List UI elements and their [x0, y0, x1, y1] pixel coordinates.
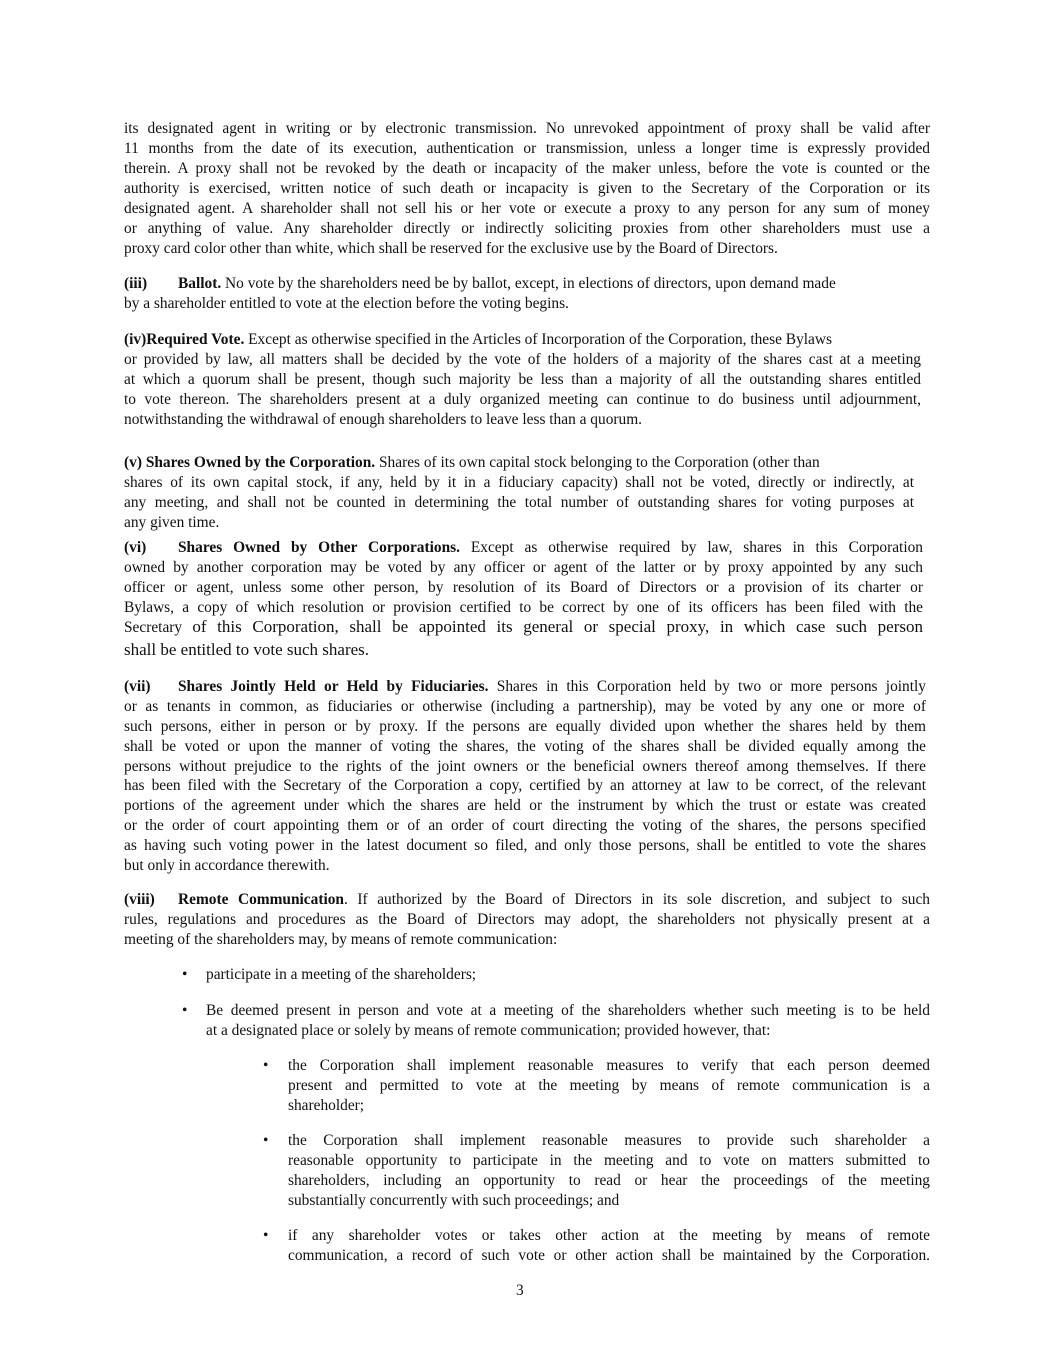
bullet-icon: • — [182, 1002, 188, 1019]
list-item: if any shareholder votes or takes other action at the meeting by means of remote — [288, 1227, 930, 1244]
list-item-continued: shareholder; — [288, 1097, 365, 1114]
list-item: Be deemed present in person and vote at a meeting of the shareholders whether such meeting is to be held — [206, 1002, 930, 1019]
text-line: or provided by law, all matters shall be decided by the vote of the holders of a majority of the shares cast at a meeting — [124, 351, 921, 368]
text-line: shall be entitled to vote such shares. — [124, 640, 370, 659]
text-line: Secretary of this Corporation, shall be appointed its general or special proxy, in which case such person — [124, 617, 923, 636]
text-line: such persons, either in person or by proxy. If the persons are equally divided upon whether the shares held by them — [124, 718, 926, 735]
text-line: designated agent. A shareholder shall not sell his or her vote or execute a proxy to any person for any sum of money — [124, 200, 930, 217]
list-item-continued: substantially concurrently with such proceedings; and — [288, 1192, 620, 1209]
text-line: as having such voting power in the latest document so filed, and only those persons, shall be entitled to vote the shares — [124, 837, 926, 854]
section-number: (iii) — [124, 275, 148, 292]
text-line: or the order of court appointing them or of an order of court directing the voting of the shares, the persons specified — [124, 817, 926, 834]
text-line: Bylaws, a copy of which resolution or provision certified to be correct by one of its officers has been filed with the — [124, 599, 923, 616]
section-number: (viii) — [124, 891, 155, 908]
list-item-continued: shareholders, including an opportunity to read or hear the proceedings of the meeting — [288, 1172, 930, 1189]
text-line: proxy card color other than white, which shall be reserved for the exclusive use by the Board of Directors. — [124, 240, 778, 257]
section-number: (vi) — [124, 539, 147, 556]
text-line: by a shareholder entitled to vote at the election before the voting begins. — [124, 295, 569, 312]
bullet-icon: • — [182, 966, 188, 983]
bullet-icon: • — [263, 1227, 269, 1244]
list-item-continued: communication, a record of such vote or other action shall be maintained by the Corporation. — [288, 1247, 930, 1264]
section-first-line: Shares Jointly Held or Held by Fiduciaries. Shares in this Corporation held by two or more persons jointly — [178, 678, 926, 695]
page-number: 3 — [516, 1282, 524, 1299]
section-first-line: (v) Shares Owned by the Corporation. Shares of its own capital stock belonging to the Corporation (other than — [124, 454, 820, 471]
section-first-line: (iv)Required Vote. Except as otherwise specified in the Articles of Incorporation of the Corporation, these Bylaws — [124, 331, 832, 348]
list-item-continued: present and permitted to vote at the meeting by means of remote communication is a — [288, 1077, 930, 1094]
text-line: persons without prejudice to the rights of the joint owners or the beneficial owners thereof among themselves. If there — [124, 758, 926, 775]
section-heading: Ballot. — [178, 275, 222, 292]
section-heading: Shares Owned by the Corporation. — [145, 454, 376, 471]
text-line: 11 months from the date of its execution, authentication or transmission, unless a longer time is expressly provided — [124, 140, 930, 157]
text-line: portions of the agreement under which the shares are held or the instrument by which the trust or estate was created — [124, 797, 926, 814]
section-first-line: Ballot. No vote by the shareholders need be by ballot, except, in elections of directors, upon demand made — [178, 275, 836, 292]
text-line: to vote thereon. The shareholders present at a duly organized meeting can continue to do business until adjournment, — [124, 391, 921, 408]
text-line: rules, regulations and procedures as the Board of Directors may adopt, the shareholders not physically present at a — [124, 911, 930, 928]
section-number: (vii) — [124, 678, 151, 695]
bullet-icon: • — [263, 1057, 269, 1074]
section-heading: Required Vote. — [146, 331, 245, 348]
text-line: or anything of value. Any shareholder directly or indirectly soliciting proxies from other shareholders must use a — [124, 220, 930, 237]
list-item-continued: at a designated place or solely by means of remote communication; provided however, that: — [206, 1022, 771, 1039]
section-first-line: Remote Communication. If authorized by the Board of Directors in its sole discretion, and subject to such — [178, 891, 930, 908]
text-line: owned by another corporation may be voted by any officer or agent of the latter or by proxy appointed by any such — [124, 559, 923, 576]
text-line: shares of its own capital stock, if any, held by it in a fiduciary capacity) shall not be voted, directly or indirectly, at — [124, 474, 914, 491]
list-item: the Corporation shall implement reasonable measures to verify that each person deemed — [288, 1057, 930, 1074]
list-item: participate in a meeting of the shareholders; — [206, 966, 477, 983]
text-line: meeting of the shareholders may, by means of remote communication: — [124, 931, 558, 948]
text-line: or as tenants in common, as fiduciaries or otherwise (including a partnership), may be voted by any one or more of — [124, 698, 926, 715]
text-line: has been filed with the Secretary of the Corporation a copy, certified by an attorney at law to be correct, of the relevant — [124, 777, 926, 794]
text-line: any meeting, and shall not be counted in determining the total number of outstanding shares for voting purposes at — [124, 494, 914, 511]
text-line: but only in accordance therewith. — [124, 857, 330, 874]
text-line: its designated agent in writing or by electronic transmission. No unrevoked appointment of proxy shall be valid after — [124, 120, 930, 137]
bullet-icon: • — [263, 1132, 269, 1149]
text-line: notwithstanding the withdrawal of enough shareholders to leave less than a quorum. — [124, 411, 643, 428]
list-item: the Corporation shall implement reasonable measures to provide such shareholder a — [288, 1132, 930, 1149]
text-line: officer or agent, unless some other person, by resolution of its Board of Directors or a provision of its charter or — [124, 579, 923, 596]
section-heading: Shares Jointly Held or Held by Fiduciaries. — [178, 678, 489, 695]
text-line: at which a quorum shall be present, though such majority be less than a majority of all the outstanding shares entitled — [124, 371, 921, 388]
section-heading: Remote Communication — [178, 891, 344, 908]
section-number: (v) — [124, 454, 142, 471]
list-item-continued: reasonable opportunity to participate in the meeting and to vote on matters submitted to — [288, 1152, 930, 1169]
text-line: authority is exercised, written notice of such death or incapacity is given to the Secretary of the Corporation or its — [124, 180, 930, 197]
section-heading: Shares Owned by Other Corporations. — [178, 539, 460, 556]
text-line: therein. A proxy shall not be revoked by the death or incapacity of the maker unless, before the vote is counted or the — [124, 160, 930, 177]
section-first-line: Shares Owned by Other Corporations. Except as otherwise required by law, shares in this Corporation — [178, 539, 923, 556]
section-number: (iv) — [124, 331, 147, 348]
text-line: shall be voted or upon the manner of voting the shares, the voting of the shares shall be divided equally among the — [124, 738, 926, 755]
text-line: any given time. — [124, 514, 220, 531]
